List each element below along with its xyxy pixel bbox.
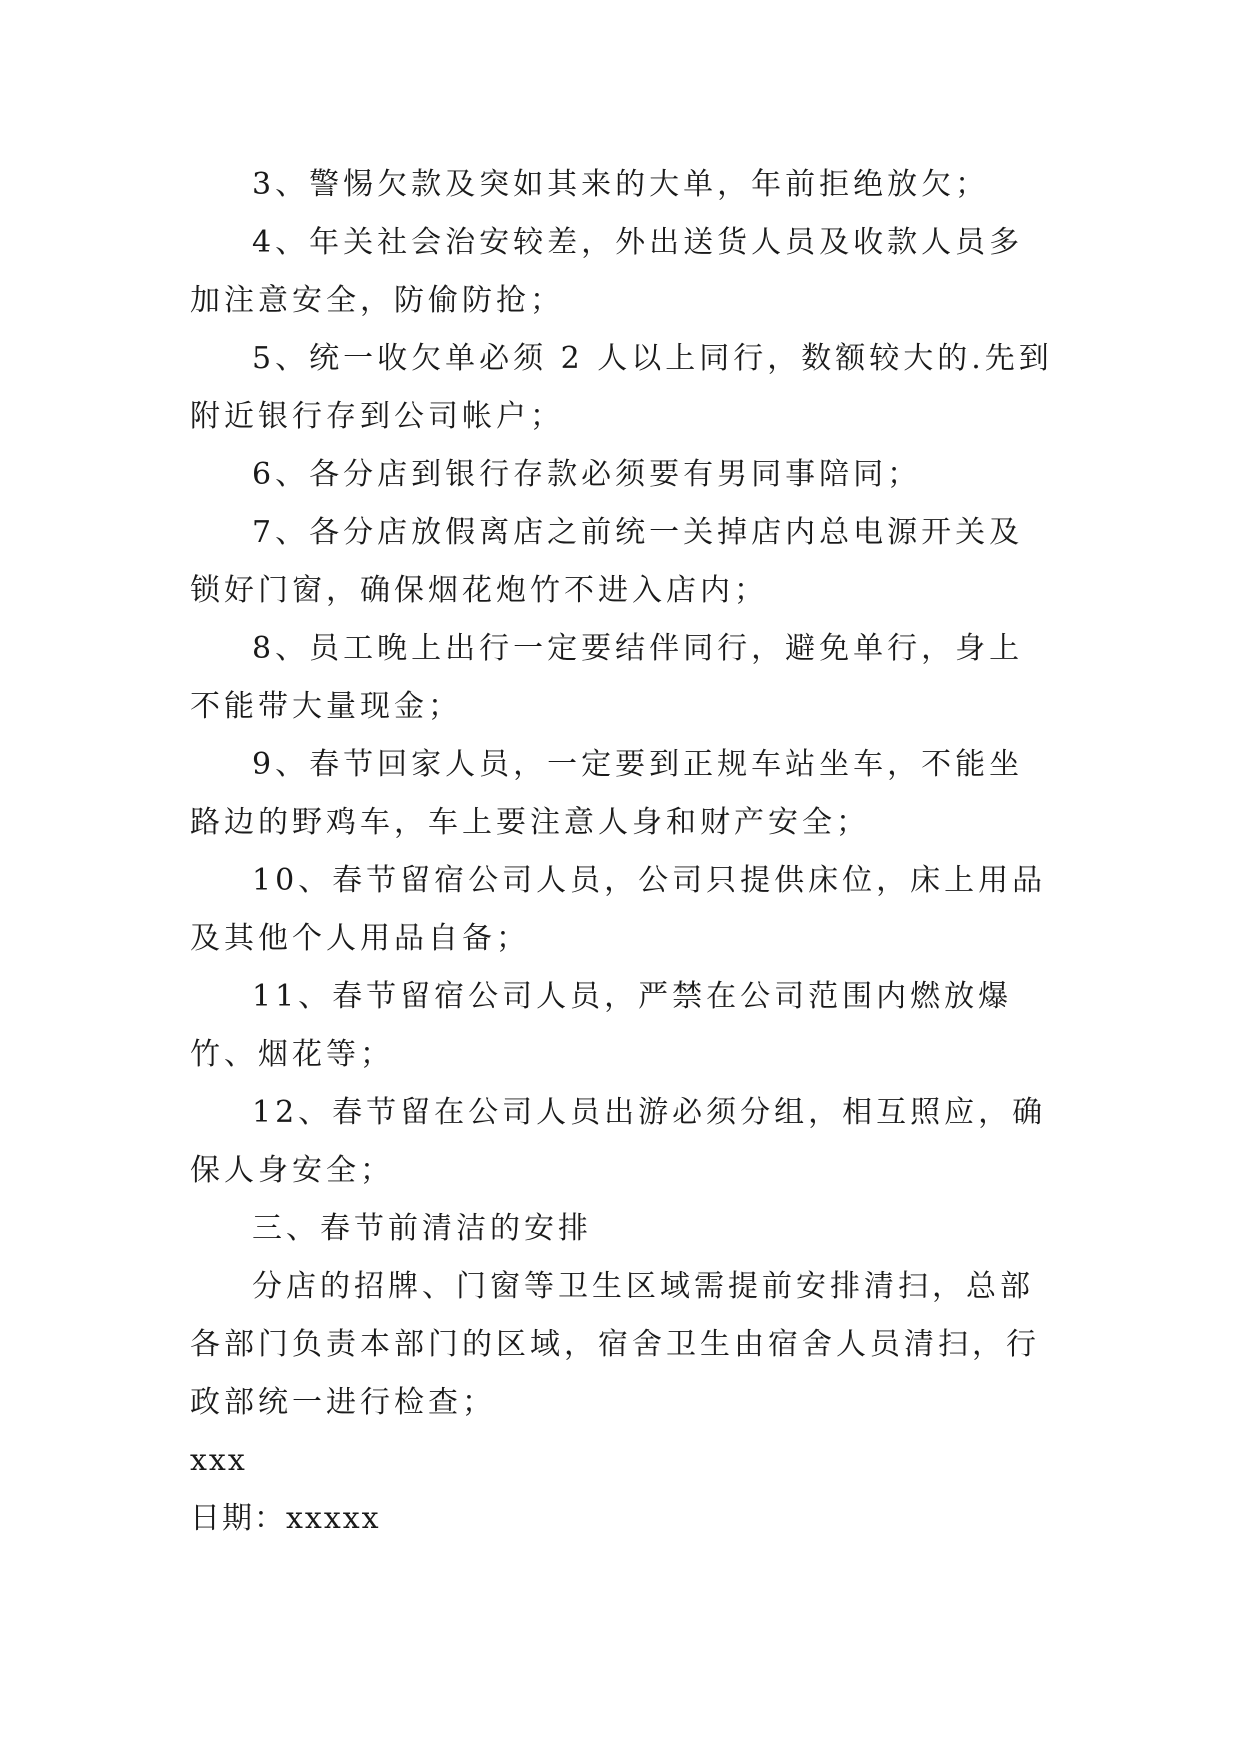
- paragraph-item-6: 6、各分店到银行存款必须要有男同事陪同；: [252, 457, 922, 492]
- paragraph-item-11: 11、春节留宿公司人员，严禁在公司范围内燃放爆竹、烟花等；: [190, 979, 1013, 1072]
- paragraph-item-9: 9、春节回家人员，一定要到正规车站坐车，不能坐路边的野鸡车，车上要注意人身和财产安全；: [190, 747, 1024, 840]
- paragraph-item-3: 3、警惕欠款及突如其来的大单，年前拒绝放欠；: [252, 167, 990, 202]
- section-heading: 三、春节前清洁的安排: [252, 1211, 592, 1246]
- paragraph-item-12: 12、春节留在公司人员出游必须分组，相互照应，确保人身安全；: [190, 1095, 1047, 1188]
- date-line: 日期：xxxxx: [190, 1501, 381, 1536]
- paragraph-item-5: 5、统一收欠单必须 2 人以上同行，数额较大的.先到附近银行存到公司帐户；: [190, 341, 1053, 434]
- signature: xxx: [190, 1443, 247, 1478]
- paragraph-item-7: 7、各分店放假离店之前统一关掉店内总电源开关及锁好门窗，确保烟花炮竹不进入店内；: [190, 515, 1024, 608]
- paragraph-item-8: 8、员工晚上出行一定要结伴同行，避免单行，身上不能带大量现金；: [190, 631, 1024, 724]
- paragraph-item-10: 10、春节留宿公司人员，公司只提供床位，床上用品及其他个人用品自备；: [190, 863, 1047, 956]
- cleaning-paragraph: 分店的招牌、门窗等卫生区域需提前安排清扫，总部各部门负责本部门的区域，宿舍卫生由宿舍人员清扫，行政部统一进行检查；: [190, 1269, 1040, 1420]
- paragraph-item-4: 4、年关社会治安较差，外出送货人员及收款人员多加注意安全，防偷防抢；: [190, 225, 1024, 318]
